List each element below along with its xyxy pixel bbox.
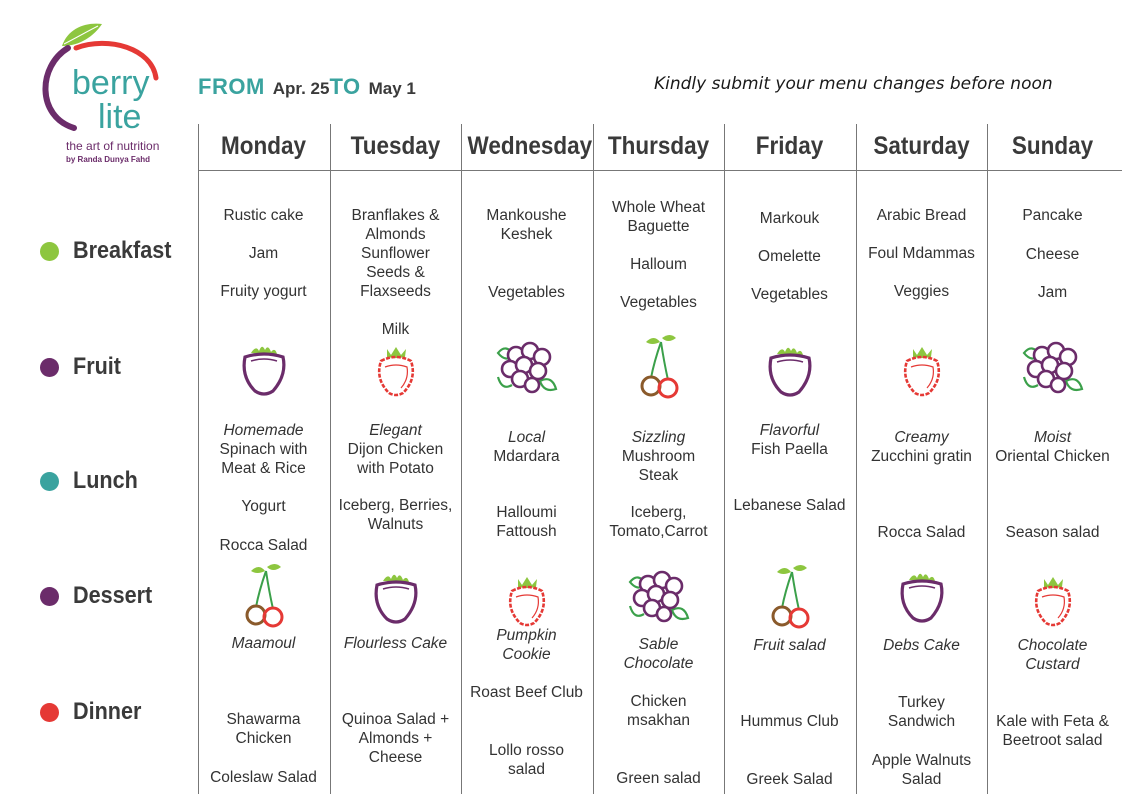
meal-label-breakfast (40, 236, 182, 266)
meal-name: Dinner (73, 698, 142, 725)
lunch-main-style: Creamy (894, 429, 949, 446)
dessert-item: Maamoul (231, 635, 296, 652)
breakfast-item: Fruity yogurt (220, 283, 307, 300)
breakfast-item: Branflakes & Almonds Sunflower Seeds & Flaxseeds (351, 207, 440, 300)
breakfast-item: Foul Mdammas (868, 245, 975, 262)
logo-wordmark-bottom: lite (98, 98, 142, 136)
lunch-main: Mdardara (493, 448, 560, 465)
submission-note: Kindly submit your menu changes before noon (654, 74, 1053, 94)
lunch-main-style: Elegant (369, 422, 422, 439)
day-header-friday: Friday (755, 132, 824, 160)
lunch-dot-icon (40, 472, 59, 491)
date-range (198, 74, 420, 102)
dinner-item: Greek Salad (746, 771, 833, 788)
lunch-side: Lebanese Salad (733, 497, 846, 514)
day-header-saturday: Saturday (873, 132, 970, 160)
meal-name: Fruit (73, 353, 121, 380)
dinner-item: Coleslaw Salad (210, 769, 317, 786)
dinner-item: Quinoa Salad + Almonds + Cheese (341, 711, 450, 766)
dinner-dot-icon (40, 703, 59, 722)
strawberry-icon (492, 565, 562, 635)
to-date: May 1 (368, 79, 416, 98)
column-divider (461, 124, 462, 794)
day-header-monday: Monday (220, 132, 306, 160)
breakfast-item: Cheese (1025, 246, 1080, 263)
breakfast-item: Rustic cake (223, 207, 304, 224)
logo-tagline: the art of nutrition (66, 139, 160, 153)
day-header-wednesday: Wednesday (467, 132, 593, 160)
column-divider (593, 124, 594, 794)
breakfast-item: Omelette (758, 248, 821, 265)
day-header-tuesday: Tuesday (350, 132, 441, 160)
logo-tagline-block (66, 140, 176, 166)
dessert-item: Fruit salad (753, 637, 826, 654)
lunch-side: Iceberg, Berries, Walnuts (338, 497, 453, 533)
meal-name: Dessert (73, 582, 153, 609)
breakfast-item: Vegetables (488, 284, 565, 301)
lunch-side: Season salad (1005, 524, 1100, 541)
dessert-item: Debs Cake (883, 637, 960, 654)
cherries-icon (755, 562, 825, 632)
dinner-item: Chicken msakhan (627, 693, 690, 729)
logo-wordmark-top: berry (72, 64, 150, 102)
lunch-main-style: Homemade (223, 422, 304, 439)
lunch-main: Oriental Chicken (995, 448, 1110, 465)
lunch-main: Zucchini gratin (871, 448, 972, 465)
column-divider (987, 124, 988, 794)
dinner-item: Turkey Sandwich (887, 694, 956, 730)
meal-label-dinner (40, 697, 149, 727)
lunch-side: Rocca Salad (877, 524, 966, 541)
lunch-side: Rocca Salad (219, 537, 308, 554)
column-divider (724, 124, 725, 794)
lunch-side: Yogurt (241, 498, 286, 515)
dinner-item: Apple Walnuts Salad (871, 752, 972, 788)
dessert-item: Sable Chocolate (623, 636, 694, 672)
lunch-main: Mushroom Steak (621, 448, 696, 484)
meal-label-dessert (40, 581, 161, 611)
grapes-icon (624, 562, 694, 632)
breakfast-item: Vegetables (620, 294, 697, 311)
lunch-side: Iceberg, Tomato,Carrot (609, 504, 708, 540)
breakfast-item: Vegetables (751, 286, 828, 303)
lunch-main-style: Local (507, 429, 546, 446)
meal-label-lunch (40, 466, 145, 496)
breakfast-dot-icon (40, 242, 59, 261)
fig-icon (887, 562, 957, 632)
breakfast-item: Veggies (893, 283, 950, 300)
strawberry-icon (1018, 565, 1088, 635)
cherries-icon (229, 561, 299, 631)
breakfast-item: Milk (381, 321, 410, 338)
column-divider (856, 124, 857, 794)
lunch-side: Halloumi Fattoush (496, 504, 557, 540)
strawberry-icon (361, 335, 431, 405)
logo-byline: by Randa Dunya Fahd (66, 155, 151, 164)
header-divider (198, 170, 1122, 171)
fig-icon (755, 336, 825, 406)
meal-name: Breakfast (73, 237, 172, 264)
lunch-main: Dijon Chicken with Potato (347, 441, 444, 477)
from-label: FROM (198, 74, 265, 99)
dessert-dot-icon (40, 587, 59, 606)
to-label: TO (329, 74, 361, 99)
meal-name: Lunch (73, 467, 138, 494)
column-divider (330, 124, 331, 794)
day-header-sunday: Sunday (1011, 132, 1094, 160)
breakfast-item: Mankoushe Keshek (486, 207, 567, 243)
day-header-thursday: Thursday (607, 132, 710, 160)
fig-icon (361, 563, 431, 633)
fig-icon (229, 335, 299, 405)
dinner-item: Lollo rosso salad (489, 742, 564, 778)
fruit-dot-icon (40, 358, 59, 377)
breakfast-item: Whole Wheat Baguette (611, 199, 706, 235)
meal-label-fruit (40, 352, 126, 382)
lunch-main-style: Sizzling (631, 429, 686, 446)
breakfast-item: Jam (248, 245, 279, 262)
strawberry-icon (887, 335, 957, 405)
dessert-item: Flourless Cake (343, 635, 448, 652)
dinner-item: Kale with Feta & Beetroot salad (996, 713, 1109, 749)
lunch-main-style: Flavorful (759, 422, 820, 439)
dinner-item: Roast Beef Club (470, 684, 583, 701)
breakfast-item: Halloum (630, 256, 687, 273)
breakfast-item: Arabic Bread (876, 207, 967, 224)
dinner-item: Hummus Club (740, 713, 839, 730)
lunch-main-style: Moist (1033, 429, 1072, 446)
lunch-main: Spinach with Meat & Rice (219, 441, 308, 477)
dinner-item: Green salad (616, 770, 701, 787)
cherries-icon (624, 332, 694, 402)
breakfast-item: Markouk (759, 210, 820, 227)
breakfast-item: Pancake (1022, 207, 1083, 224)
dinner-item: Shawarma Chicken (226, 711, 301, 747)
from-date: Apr. 25 (272, 79, 330, 98)
grapes-icon (492, 333, 562, 403)
dessert-item: Chocolate Custard (1017, 637, 1088, 673)
dessert-item: Pumpkin Cookie (496, 627, 557, 663)
column-divider (198, 124, 199, 794)
lunch-main: Fish Paella (751, 441, 828, 458)
breakfast-item: Jam (1037, 284, 1068, 301)
grapes-icon (1018, 333, 1088, 403)
